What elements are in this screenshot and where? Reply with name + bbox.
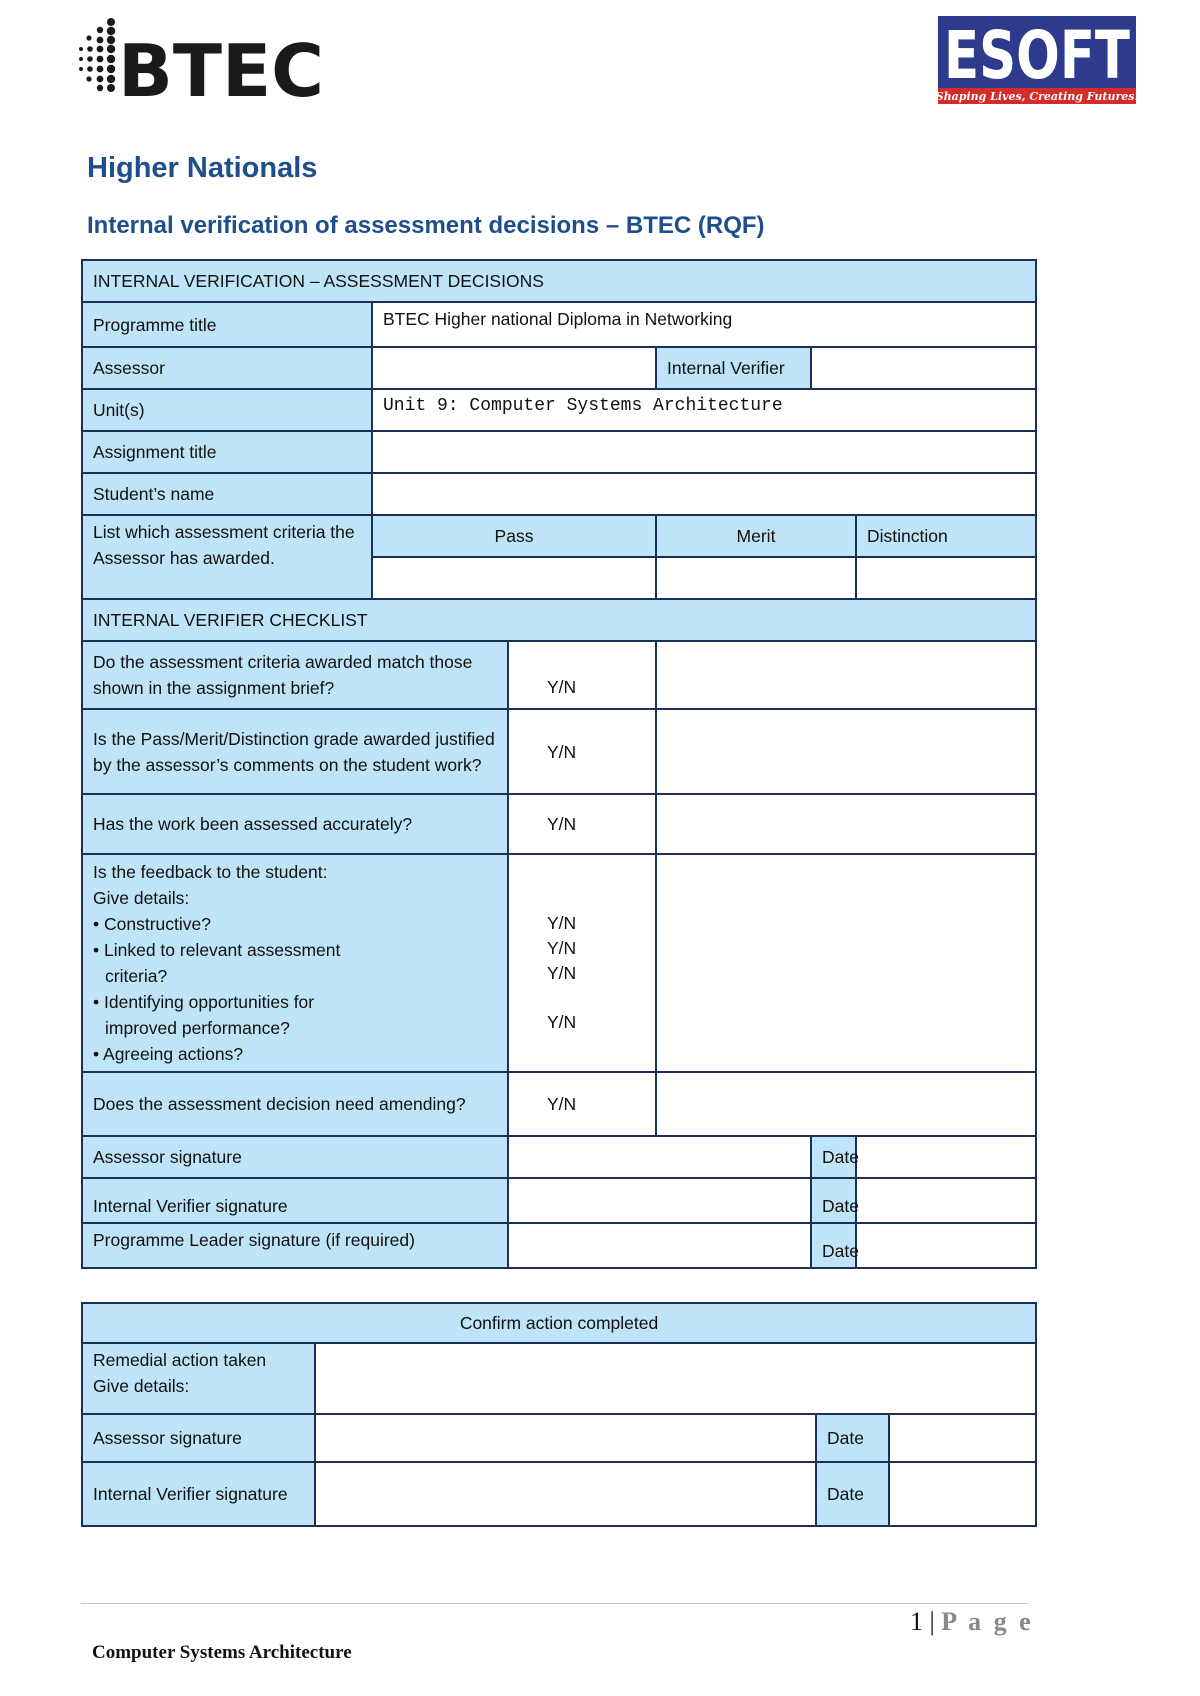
remedial-action-label (82, 1343, 315, 1414)
confirm-header: Confirm action completed (82, 1303, 1036, 1343)
pass-field[interactable] (372, 557, 656, 599)
page-number-value: 1 (910, 1607, 923, 1636)
check-q5-yn[interactable]: Y/N (508, 1072, 656, 1136)
check-q4-bullet-agreeing: • Agreeing actions? (93, 1044, 244, 1064)
esoft-logo (935, 16, 1139, 104)
check-q3-comment[interactable] (656, 794, 1036, 854)
distinction-header: Distinction (856, 515, 1036, 557)
check-q4-yn-group (508, 854, 656, 1072)
check-q4-bullet-linked: • Linked to relevant assessment (93, 940, 341, 960)
confirm-assessor-signature-field[interactable] (315, 1414, 816, 1462)
units-label: Unit(s) (82, 389, 372, 431)
pl-date-field[interactable] (856, 1223, 1036, 1268)
page-title: Higher Nationals (87, 152, 318, 184)
criteria-label: List which assessment criteria the Assessor has awarded. (82, 515, 372, 599)
confirm-iv-signature-field[interactable] (315, 1462, 816, 1526)
check-q4-intro: Is the feedback to the student: (93, 862, 328, 882)
assessor-label: Assessor (82, 347, 372, 389)
page-number (910, 1607, 1034, 1637)
esoft-logo-text: ESOFT (944, 17, 1130, 94)
confirm-assessor-signature-label: Assessor signature (82, 1414, 315, 1462)
check-q5-label: Does the assessment decision need amending? (82, 1072, 508, 1136)
check-q4-yn-identifying[interactable]: Y/N (547, 963, 577, 983)
check-q4-bullet-identifying: • Identifying opportunities for (93, 992, 315, 1012)
checklist-header: INTERNAL VERIFIER CHECKLIST (82, 599, 1036, 641)
programme-title-label: Programme title (82, 302, 372, 347)
page-subtitle: Internal verification of assessment decisions – BTEC (RQF) (87, 212, 765, 239)
assessor-date-label: Date (811, 1136, 856, 1178)
confirm-iv-signature-label: Internal Verifier signature (82, 1462, 315, 1526)
btec-logo-text: BTEC (118, 29, 325, 113)
confirm-assessor-date-field[interactable] (889, 1414, 1036, 1462)
remedial-action-field[interactable] (315, 1343, 1036, 1414)
check-q4-bullet-constructive: • Constructive? (93, 914, 211, 934)
page-number-label: P a g e (941, 1607, 1034, 1636)
confirm-iv-date-field[interactable] (889, 1462, 1036, 1526)
check-q4-yn-constructive[interactable]: Y/N (547, 913, 577, 933)
distinction-field[interactable] (856, 557, 1036, 599)
check-q2-yn[interactable]: Y/N (508, 709, 656, 794)
check-q1-comment[interactable] (656, 641, 1036, 709)
remedial-action-line1: Remedial action taken (93, 1350, 267, 1370)
internal-verifier-field[interactable] (811, 347, 1036, 389)
footer-divider (81, 1603, 1028, 1604)
check-q4-bullet-linked-cont: criteria? (105, 966, 168, 986)
student-name-label: Student’s name (82, 473, 372, 515)
iv-signature-field[interactable] (508, 1178, 811, 1223)
programme-title-field[interactable]: BTEC Higher national Diploma in Networking (372, 302, 1036, 347)
assessor-signature-label: Assessor signature (82, 1136, 508, 1178)
check-q3-label: Has the work been assessed accurately? (82, 794, 508, 854)
confirm-assessor-date-label: Date (816, 1414, 889, 1462)
check-q1-yn[interactable]: Y/N (508, 641, 656, 709)
assignment-title-label: Assignment title (82, 431, 372, 473)
check-q4-bullet-identifying-cont: improved performance? (105, 1018, 290, 1038)
iv-signature-label: Internal Verifier signature (82, 1178, 508, 1223)
remedial-action-line2: Give details: (93, 1376, 190, 1396)
assessor-field[interactable] (372, 347, 656, 389)
footer-text: Computer Systems Architecture (92, 1642, 352, 1663)
student-name-field[interactable] (372, 473, 1036, 515)
assessor-date-field[interactable] (856, 1136, 1036, 1178)
check-q4-label (82, 854, 508, 1072)
pl-signature-label: Programme Leader signature (if required) (82, 1223, 508, 1268)
check-q4-give: Give details: (93, 888, 190, 908)
page-number-separator: | (929, 1607, 935, 1636)
merit-field[interactable] (656, 557, 856, 599)
check-q1-label: Do the assessment criteria awarded match those shown in the assignment brief? (82, 641, 508, 709)
assignment-title-field[interactable] (372, 431, 1036, 473)
check-q4-yn-agreeing[interactable]: Y/N (547, 1012, 577, 1032)
iv-date-field[interactable] (856, 1178, 1036, 1223)
btec-logo (78, 18, 325, 113)
units-field[interactable]: Unit 9: Computer Systems Architecture (372, 389, 1036, 431)
check-q4-yn-linked[interactable]: Y/N (547, 938, 577, 958)
check-q4-comment[interactable] (656, 854, 1036, 1072)
pl-date-label: Date (811, 1223, 856, 1268)
confirm-iv-date-label: Date (816, 1462, 889, 1526)
internal-verification-table (81, 259, 1037, 1269)
confirm-action-table (81, 1302, 1037, 1527)
check-q2-comment[interactable] (656, 709, 1036, 794)
merit-header: Merit (656, 515, 856, 557)
iv-date-label: Date (811, 1178, 856, 1223)
internal-verifier-label: Internal Verifier (656, 347, 811, 389)
assessor-signature-field[interactable] (508, 1136, 811, 1178)
check-q2-label: Is the Pass/Merit/Distinction grade awarded justified by the assessor’s comments on the student work? (82, 709, 508, 794)
check-q3-yn[interactable]: Y/N (508, 794, 656, 854)
pass-header: Pass (372, 515, 656, 557)
esoft-tagline: Shaping Lives, Creating Futures. (935, 90, 1139, 103)
iv-section-header: INTERNAL VERIFICATION – ASSESSMENT DECISIONS (82, 260, 1036, 302)
check-q5-comment[interactable] (656, 1072, 1036, 1136)
pl-signature-field[interactable] (508, 1223, 811, 1268)
